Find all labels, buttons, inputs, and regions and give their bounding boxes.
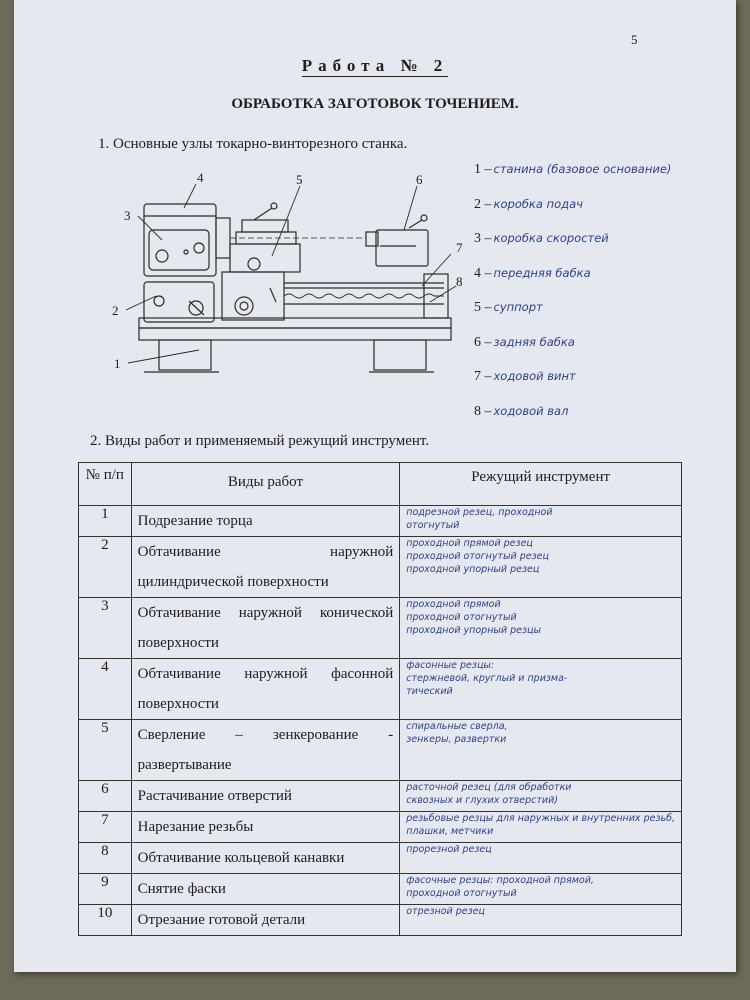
legend-number: 5 – (474, 300, 492, 315)
handwritten-tool-line: резьбовые резцы для наружных и внутренних резьб, (406, 813, 675, 824)
callout-5: 5 (296, 172, 303, 187)
callout-4: 4 (197, 170, 204, 185)
feed-box (144, 282, 214, 322)
callout-3: 3 (124, 208, 131, 223)
row-work-type: Растачивание отверстий (131, 781, 400, 812)
header-number: № п/п (79, 463, 132, 506)
handwritten-tool-line: отогнутый (406, 520, 460, 531)
table-row (79, 720, 682, 781)
row-work-type: Обтачивание наружной конической поверхности (131, 598, 400, 659)
handwritten-tool-line: проходной упорный резцы (406, 625, 541, 636)
row-work-type: Подрезание торца (131, 506, 400, 537)
legend-number: 8 – (474, 403, 492, 419)
row-work-type: Отрезание готовой детали (131, 905, 400, 936)
row-number: 7 (79, 812, 132, 843)
row-work-type: Сверление – зенкерование - развертывание (131, 720, 400, 781)
row-work-type: Нарезание резьбы (131, 812, 400, 843)
section2-heading: 2. Виды работ и применяемый режущий инструмент. (90, 433, 430, 449)
legend-number: 3 – (474, 231, 492, 246)
row-number: 4 (79, 659, 132, 720)
row-cutting-tool (400, 537, 682, 598)
legend-item (474, 197, 671, 232)
legend-item (474, 162, 671, 197)
row-cutting-tool (400, 659, 682, 720)
table-row (79, 905, 682, 936)
legend-text: передняя бабка (493, 265, 591, 280)
row-cutting-tool (400, 905, 682, 936)
row-cutting-tool (400, 781, 682, 812)
handwritten-tool-line: сквозных и глухих отверстий) (406, 795, 558, 806)
legend-text: коробка скоростей (493, 231, 609, 245)
handwritten-tool-line: тический (406, 686, 453, 697)
handwritten-tool-line: проходной прямой резец (406, 538, 533, 549)
legend-number: 2 – (474, 196, 492, 212)
handwritten-tool-line: отрезной резец (406, 906, 485, 917)
row-number: 9 (79, 874, 132, 905)
handwritten-tool-line: спиральные сверла, (406, 721, 508, 732)
callout-2: 2 (112, 303, 119, 318)
legend-item (474, 231, 671, 266)
legend-text: задняя бабка (493, 334, 575, 349)
row-number: 3 (79, 598, 132, 659)
legend-text: коробка подач (493, 196, 583, 211)
headstock (144, 204, 230, 276)
lathe-diagram (104, 168, 464, 383)
row-work-type: Обтачивание наружной фасонной поверхности (131, 659, 400, 720)
callout-7: 7 (456, 240, 463, 255)
row-number: 5 (79, 720, 132, 781)
row-cutting-tool (400, 506, 682, 537)
legend-item (474, 369, 671, 404)
legend-number: 7 – (474, 369, 492, 384)
row-number: 10 (79, 905, 132, 936)
page-subtitle: ОБРАБОТКА ЗАГОТОВОК ТОЧЕНИЕМ. (231, 96, 519, 112)
legend-text: ходовой вал (493, 403, 569, 418)
row-number: 8 (79, 843, 132, 874)
work-tools-table (78, 462, 682, 936)
row-work-type: Обтачивание кольцевой канавки (131, 843, 400, 874)
handwritten-tool-line: прорезной резец (406, 844, 492, 855)
row-work-type: Обтачивание наружной цилиндрической поверхности (131, 537, 400, 598)
handwritten-tool-line: проходной отогнутый резец (406, 551, 549, 562)
handwritten-tool-line: расточной резец (для обработки (406, 782, 572, 793)
row-number: 1 (79, 506, 132, 537)
legend-number: 1 – (474, 162, 492, 177)
handwritten-tool-line: плашки, метчики (406, 826, 494, 837)
table-row (79, 843, 682, 874)
legend-number: 6 – (474, 334, 492, 350)
header-cutting-tool: Режущий инструмент (400, 463, 682, 506)
apron (222, 272, 284, 320)
table-row (79, 781, 682, 812)
handwritten-tool-line: фасочные резцы: проходной прямой, (406, 875, 594, 886)
header-work-type: Виды работ (131, 463, 400, 506)
row-number: 2 (79, 537, 132, 598)
table-row (79, 874, 682, 905)
row-cutting-tool (400, 843, 682, 874)
table-row (79, 537, 682, 598)
title-text: Работа № 2 (301, 56, 449, 75)
legend-item (474, 266, 671, 301)
row-cutting-tool (400, 598, 682, 659)
callout-8: 8 (456, 274, 463, 289)
legend-item (474, 335, 671, 370)
legend-item (474, 404, 671, 439)
section1-heading: 1. Основные узлы токарно-винторезного станка. (98, 136, 408, 152)
callout-6: 6 (416, 172, 423, 187)
table-row (79, 506, 682, 537)
row-cutting-tool (400, 720, 682, 781)
handwritten-tool-line: стержневой, круглый и призма- (406, 673, 568, 684)
handwritten-tool-line: проходной отогнутый (406, 888, 517, 899)
handwritten-tool-line: фасонные резцы: (406, 660, 495, 671)
handwritten-tool-line: подрезной резец, проходной (406, 507, 553, 518)
page-title (14, 56, 736, 76)
parts-legend (474, 162, 671, 438)
legend-text: ходовой винт (493, 369, 576, 383)
handwritten-tool-line: проходной прямой (406, 599, 501, 610)
row-number: 6 (79, 781, 132, 812)
worksheet-page (14, 0, 736, 972)
legend-item (474, 300, 671, 335)
lathe-bed (139, 318, 451, 372)
row-work-type: Снятие фаски (131, 874, 400, 905)
table-row (79, 598, 682, 659)
handwritten-tool-line: проходной упорный резец (406, 564, 540, 575)
handwritten-tool-line: проходной отогнутый (406, 612, 517, 623)
table-header-row (79, 463, 682, 506)
handwritten-tool-line: зенкеры, развертки (406, 734, 507, 745)
row-cutting-tool (400, 874, 682, 905)
legend-text: суппорт (493, 300, 543, 314)
table-row (79, 659, 682, 720)
callout-1: 1 (114, 356, 121, 371)
table-row (79, 812, 682, 843)
legend-number: 4 – (474, 265, 492, 281)
row-cutting-tool (400, 812, 682, 843)
tailstock (366, 215, 428, 266)
page-number: 5 (631, 32, 638, 47)
legend-text: станина (базовое основание) (493, 162, 672, 176)
